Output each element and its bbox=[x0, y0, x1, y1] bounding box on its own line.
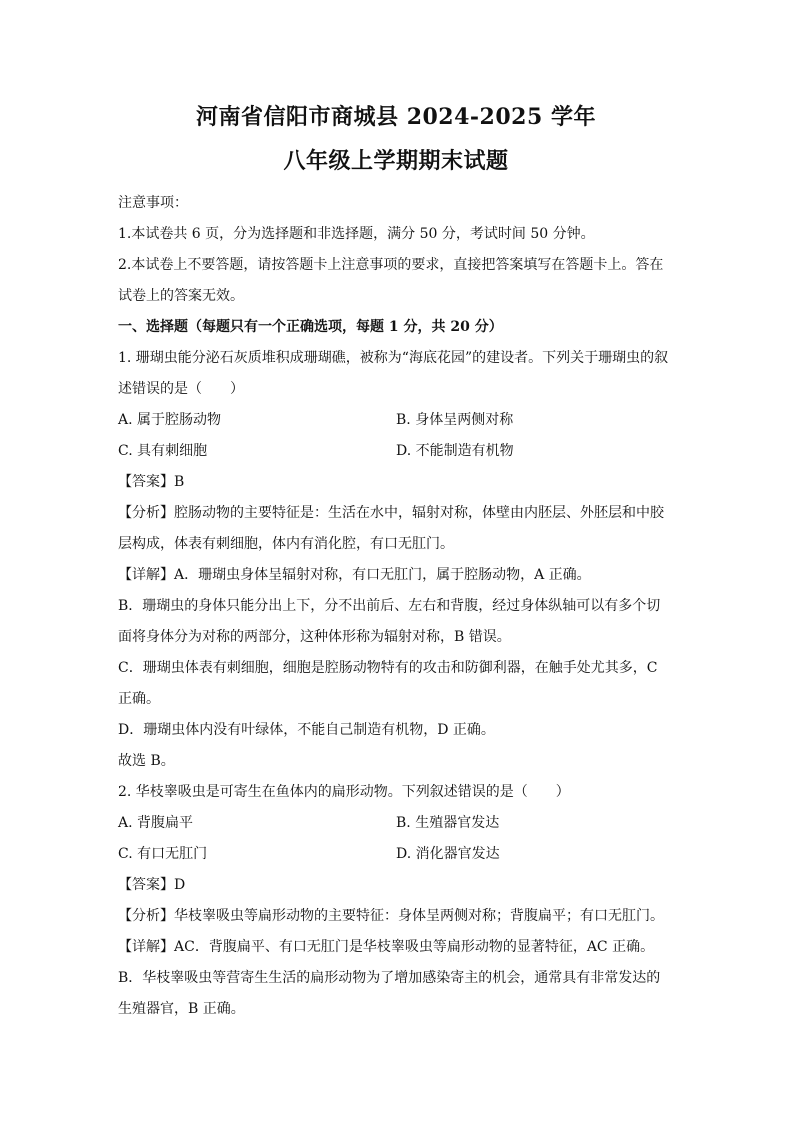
section-heading: 一、选择题（每题只有一个正确选项，每题 1 分，共 20 分） bbox=[118, 319, 503, 335]
q1-option-d: D. 不能制造有机物 bbox=[396, 443, 514, 459]
q1-detail-d: D．珊瑚虫体内没有叶绿体，不能自己制造有机物，D 正确。 bbox=[118, 722, 495, 738]
q2-stem: 2. 华枝睾吸虫是可寄生在鱼体内的扁形动物。下列叙述错误的是（ ） bbox=[118, 784, 570, 800]
q1-detail-b-line-2: 面将身体分为对称的两部分，这种体形称为辐射对称，B 错误。 bbox=[118, 629, 511, 645]
q2-options-row-2 bbox=[118, 839, 674, 870]
q1-analysis-line-2: 层构成，体表有刺细胞，体内有消化腔，有口无肛门。 bbox=[118, 536, 454, 552]
q1-detail-b-line-1: B．珊瑚虫的身体只能分出上下，分不出前后、左右和背腹，经过身体纵轴可以有多个切 bbox=[118, 598, 661, 614]
notice-heading: 注意事项： bbox=[118, 195, 188, 211]
q2-detail-b-line-2: 生殖器官，B 正确。 bbox=[118, 1001, 245, 1017]
q1-detail-c-line-1: C．珊瑚虫体表有刺细胞，细胞是腔肠动物特有的攻击和防御利器，在触手处尤其多，C bbox=[118, 660, 658, 676]
q2-option-d: D. 消化器官发达 bbox=[396, 846, 500, 862]
q1-option-a: A. 属于腔肠动物 bbox=[118, 412, 222, 428]
q1-detail-a: 【详解】A．珊瑚虫身体呈辐射对称，有口无肛门，属于腔肠动物，A 正确。 bbox=[118, 567, 591, 583]
q2-option-c: C. 有口无肛门 bbox=[118, 846, 208, 862]
q1-option-c: C. 具有刺细胞 bbox=[118, 443, 208, 459]
q2-option-a: A. 背腹扁平 bbox=[118, 815, 194, 831]
notice-item-1: 1.本试卷共 6 页，分为选择题和非选择题，满分 50 分，考试时间 50 分钟。 bbox=[118, 226, 595, 242]
q1-answer: 【答案】B bbox=[118, 474, 185, 490]
q2-options-row-1 bbox=[118, 808, 674, 839]
q1-detail-c-line-2: 正确。 bbox=[118, 691, 160, 707]
q2-detail-b-line-1: B．华枝睾吸虫等营寄生生活的扁形动物为了增加感染寄主的机会，通常具有非常发达的 bbox=[118, 970, 661, 986]
page-subtitle: 八年级上学期期末试题 bbox=[283, 148, 509, 174]
q1-conclusion: 故选 B。 bbox=[118, 753, 175, 769]
q1-option-b: B. 身体呈两侧对称 bbox=[396, 412, 514, 428]
q1-stem-line-1: 1. 珊瑚虫能分泌石灰质堆积成珊瑚礁，被称为“海底花园”的建设者。下列关于珊瑚虫的叙 bbox=[118, 350, 669, 366]
q1-options-row-1 bbox=[118, 405, 674, 436]
q2-option-b: B. 生殖器官发达 bbox=[396, 815, 500, 831]
notice-item-2-line-2: 试卷上的答案无效。 bbox=[118, 288, 244, 304]
q1-analysis-line-1: 【分析】腔肠动物的主要特征是：生活在水中，辐射对称，体壁由内胚层、外胚层和中胶 bbox=[118, 505, 664, 521]
q2-analysis: 【分析】华枝睾吸虫等扁形动物的主要特征：身体呈两侧对称；背腹扁平；有口无肛门。 bbox=[118, 908, 664, 924]
q2-answer: 【答案】D bbox=[118, 877, 186, 893]
q1-stem-line-2: 述错误的是（ ） bbox=[118, 381, 244, 397]
notice-item-2-line-1: 2.本试卷上不要答题，请按答题卡上注意事项的要求，直接把答案填写在答题卡上。答在 bbox=[118, 257, 664, 273]
q2-detail-ac: 【详解】AC．背腹扁平、有口无肛门是华枝睾吸虫等扁形动物的显著特征，AC 正确。 bbox=[118, 939, 655, 955]
q1-options-row-2 bbox=[118, 436, 674, 467]
page-title: 河南省信阳市商城县 2024-2025 学年 bbox=[196, 104, 596, 130]
